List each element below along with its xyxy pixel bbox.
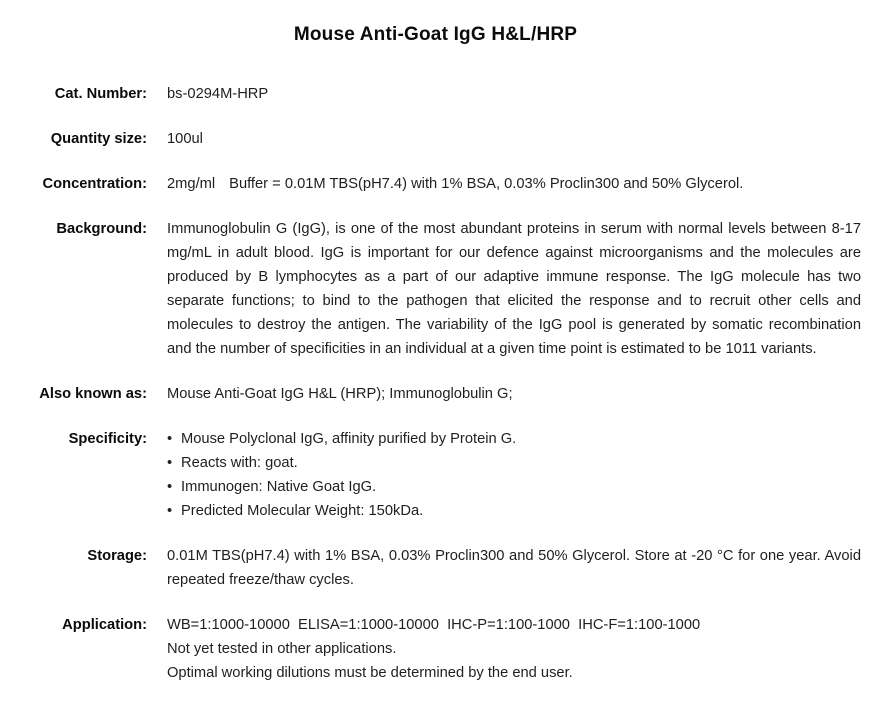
page-title: Mouse Anti-Goat IgG H&L/HRP [293,24,578,45]
quantity-size-label: Quantity size: [50,131,147,147]
bullet-icon: • [167,479,173,495]
storage-label: Storage: [87,548,147,564]
specificity-bullet-text: Predicted Molecular Weight: 150kDa. [181,503,424,519]
specificity-bullet-text: Mouse Polyclonal IgG, affinity purified by Protein G. [181,431,517,447]
storage-text: 0.01M TBS(pH7.4) with 1% BSA, 0.03% Proclin300 and 50% Glycerol. Store at -20 °C for one year. Avoid repeated freeze/thaw cycles. [167,548,861,588]
field-background [10,217,861,361]
background-label: Background: [56,221,147,237]
bullet-icon: • [167,455,173,471]
field-concentration [10,172,861,196]
field-storage [10,544,861,592]
bullet-icon: • [167,503,173,519]
field-also-known-as [10,382,861,406]
list-item [167,499,861,523]
specificity-label: Specificity: [68,431,147,447]
background-text: Immunoglobulin G (IgG), is one of the most abundant proteins in serum with normal levels between 8-17 mg/mL in adult blood. IgG is important for our defence against microorganisms and the molecules are produced by B lymphocytes as a part of our adaptive immune response. The IgG molecule has two separate functions; to bind to the pathogen that elicited the response and to recruit other cells and molecules to destroy the antigen. The variability of the IgG pool is generated by somatic recombination and the number of specificities in an individual at a given time point is estimated to be 1011 variants. [167,221,861,357]
concentration-value [167,172,861,196]
list-item [167,451,861,475]
concentration-label: Concentration: [42,176,147,192]
quantity-size-value: 100ul [167,131,203,147]
field-application [10,613,861,685]
also-known-as-label: Also known as: [39,386,147,402]
application-label: Application: [62,617,147,633]
cat-number-value: bs-0294M-HRP [167,86,269,102]
application-disclaimer-line: Optimal working dilutions must be determined by the end user. [167,665,573,681]
also-known-as-value: Mouse Anti-Goat IgG H&L (HRP); Immunoglobulin G; [167,386,513,402]
bullet-icon: • [167,431,173,447]
field-specificity [10,427,861,523]
list-item [167,427,861,451]
application-lines [167,613,861,685]
application-dilutions-line: WB=1:1000-10000 ELISA=1:1000-10000 IHC-P=1:100-1000 IHC-F=1:100-1000 [167,617,701,633]
concentration-amount: 2mg/ml [167,176,216,192]
list-item [167,475,861,499]
fields-list [10,82,861,685]
concentration-buffer: Buffer = 0.01M TBS(pH7.4) with 1% BSA, 0.03% Proclin300 and 50% Glycerol. [229,176,744,192]
field-cat-number [10,82,861,106]
field-quantity-size [10,127,861,151]
cat-number-label: Cat. Number: [54,86,147,102]
application-note-line: Not yet tested in other applications. [167,641,397,657]
specificity-bullet-text: Reacts with: goat. [181,455,298,471]
specificity-bullet-text: Immunogen: Native Goat IgG. [181,479,377,495]
specificity-bullet-list [167,427,861,523]
